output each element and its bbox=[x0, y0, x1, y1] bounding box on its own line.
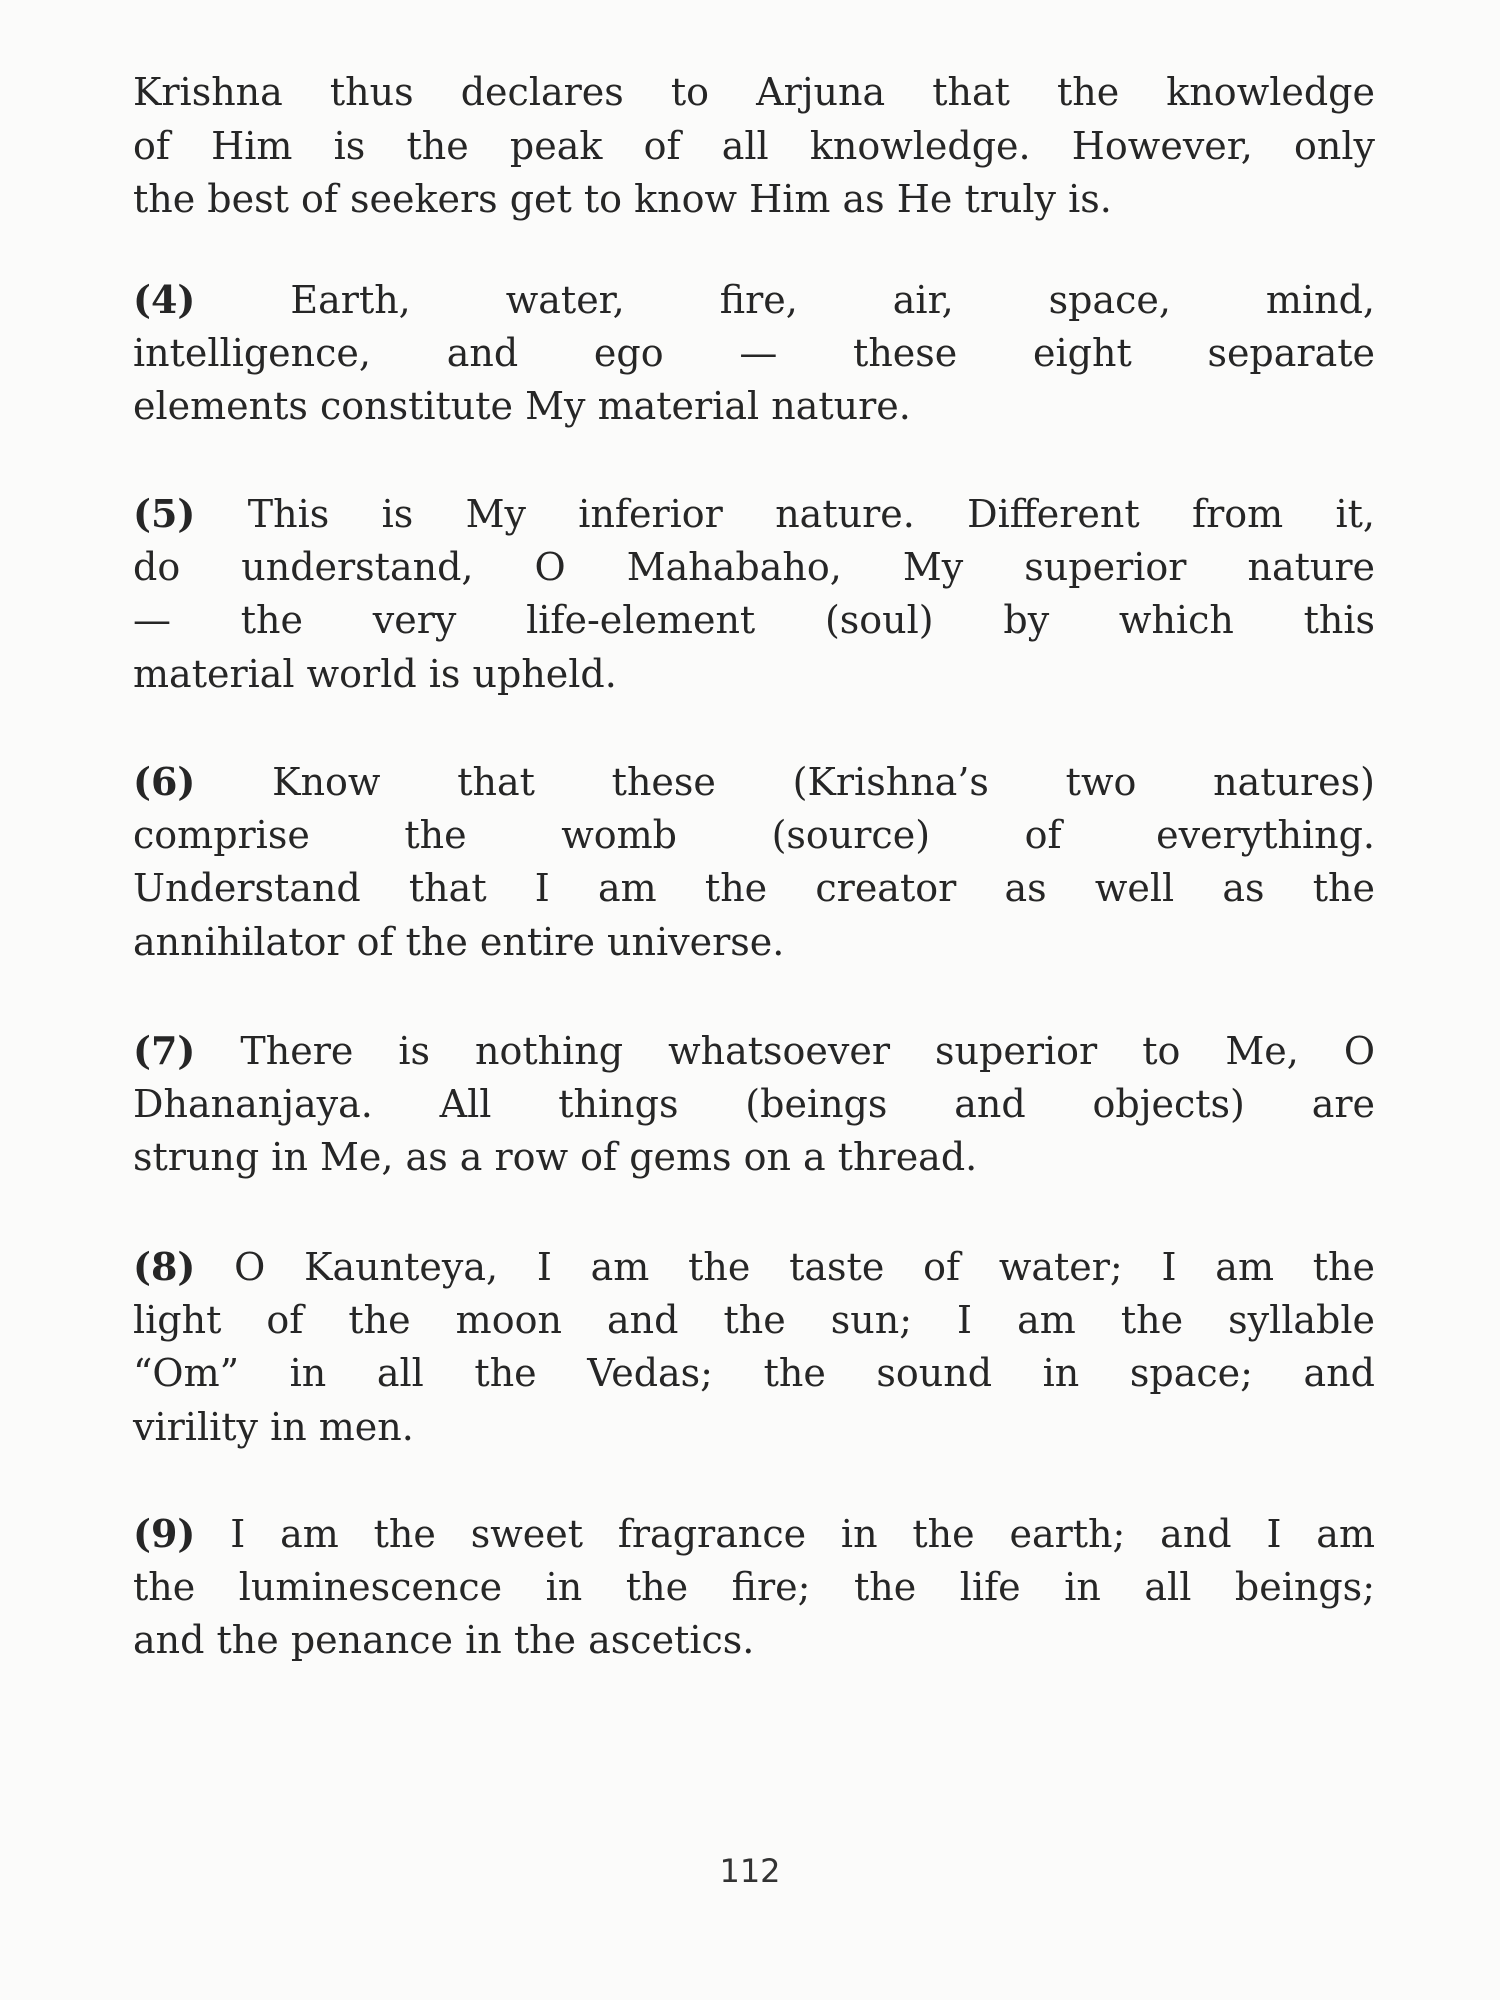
text-line bbox=[133, 1294, 1375, 1348]
text-line bbox=[133, 1347, 1375, 1401]
line-text: elements constitute My material nature. bbox=[133, 384, 911, 429]
text-line bbox=[133, 1131, 1375, 1185]
text-line bbox=[133, 916, 1375, 970]
text-line bbox=[133, 1078, 1375, 1132]
text-line bbox=[133, 1024, 1375, 1078]
verse-paragraph bbox=[133, 755, 1375, 969]
page-number: 112 bbox=[719, 1852, 781, 1890]
verse-paragraph bbox=[133, 1507, 1375, 1668]
text-line bbox=[133, 327, 1375, 381]
text-line bbox=[133, 120, 1375, 174]
verse-number: (8) bbox=[133, 1244, 196, 1289]
text-line bbox=[133, 487, 1375, 541]
line-text: the luminescence in the fire; the life in all beings; bbox=[133, 1564, 1375, 1609]
line-text: do understand, O Mahabaho, My superior nature bbox=[133, 544, 1375, 589]
line-text: Understand that I am the creator as well as the bbox=[133, 866, 1375, 911]
text-line bbox=[133, 809, 1375, 863]
verse-number: (5) bbox=[133, 491, 196, 536]
line-text: Dhananjaya. All things (beings and objects) are bbox=[133, 1081, 1375, 1126]
verse-number: (7) bbox=[133, 1028, 196, 1073]
line-text: virility in men. bbox=[133, 1404, 414, 1449]
line-text: O Kaunteya, I am the taste of water; I am the bbox=[195, 1245, 1375, 1289]
text-line bbox=[133, 173, 1375, 227]
line-text: “Om” in all the Vedas; the sound in space; and bbox=[133, 1351, 1375, 1396]
line-text: This is My inferior nature. Different from it, bbox=[195, 492, 1375, 536]
intro-paragraph bbox=[133, 66, 1375, 227]
line-text: Krishna thus declares to Arjuna that the knowledge bbox=[133, 70, 1375, 114]
verse-paragraph bbox=[133, 487, 1375, 701]
line-text: I am the sweet fragrance in the earth; and I am bbox=[195, 1512, 1375, 1556]
line-text: annihilator of the entire universe. bbox=[133, 919, 785, 964]
line-text: Know that these (Krishna’s two natures) bbox=[195, 760, 1375, 804]
verse-paragraph bbox=[133, 1024, 1375, 1185]
verse-paragraph bbox=[133, 1240, 1375, 1454]
line-text: intelligence, and ego — these eight separate bbox=[133, 330, 1375, 375]
text-line bbox=[133, 1240, 1375, 1294]
line-text: the best of seekers get to know Him as He truly is. bbox=[133, 177, 1112, 222]
text-line bbox=[133, 648, 1375, 702]
text-line bbox=[133, 1507, 1375, 1561]
text-line bbox=[133, 273, 1375, 327]
line-text: material world is upheld. bbox=[133, 651, 617, 696]
text-line bbox=[133, 755, 1375, 809]
line-text: light of the moon and the sun; I am the syllable bbox=[133, 1297, 1375, 1342]
text-line bbox=[133, 1614, 1375, 1668]
text-line bbox=[133, 380, 1375, 434]
text-line bbox=[133, 1561, 1375, 1615]
line-text: There is nothing whatsoever superior to Me, O bbox=[195, 1029, 1375, 1073]
verse-number: (6) bbox=[133, 759, 196, 804]
text-line bbox=[133, 594, 1375, 648]
line-text: — the very life-element (soul) by which this bbox=[133, 598, 1375, 643]
verse-number: (9) bbox=[133, 1511, 196, 1556]
line-text: and the penance in the ascetics. bbox=[133, 1618, 755, 1663]
verse-paragraph bbox=[133, 273, 1375, 434]
line-text: strung in Me, as a row of gems on a thread. bbox=[133, 1135, 978, 1180]
text-line bbox=[133, 541, 1375, 595]
text-line bbox=[133, 1401, 1375, 1455]
line-text: of Him is the peak of all knowledge. However, only bbox=[133, 123, 1375, 168]
text-line bbox=[133, 862, 1375, 916]
line-text: comprise the womb (source) of everything. bbox=[133, 812, 1375, 857]
text-line bbox=[133, 66, 1375, 120]
line-text: Earth, water, fire, air, space, mind, bbox=[195, 278, 1375, 322]
verse-number: (4) bbox=[133, 277, 196, 322]
